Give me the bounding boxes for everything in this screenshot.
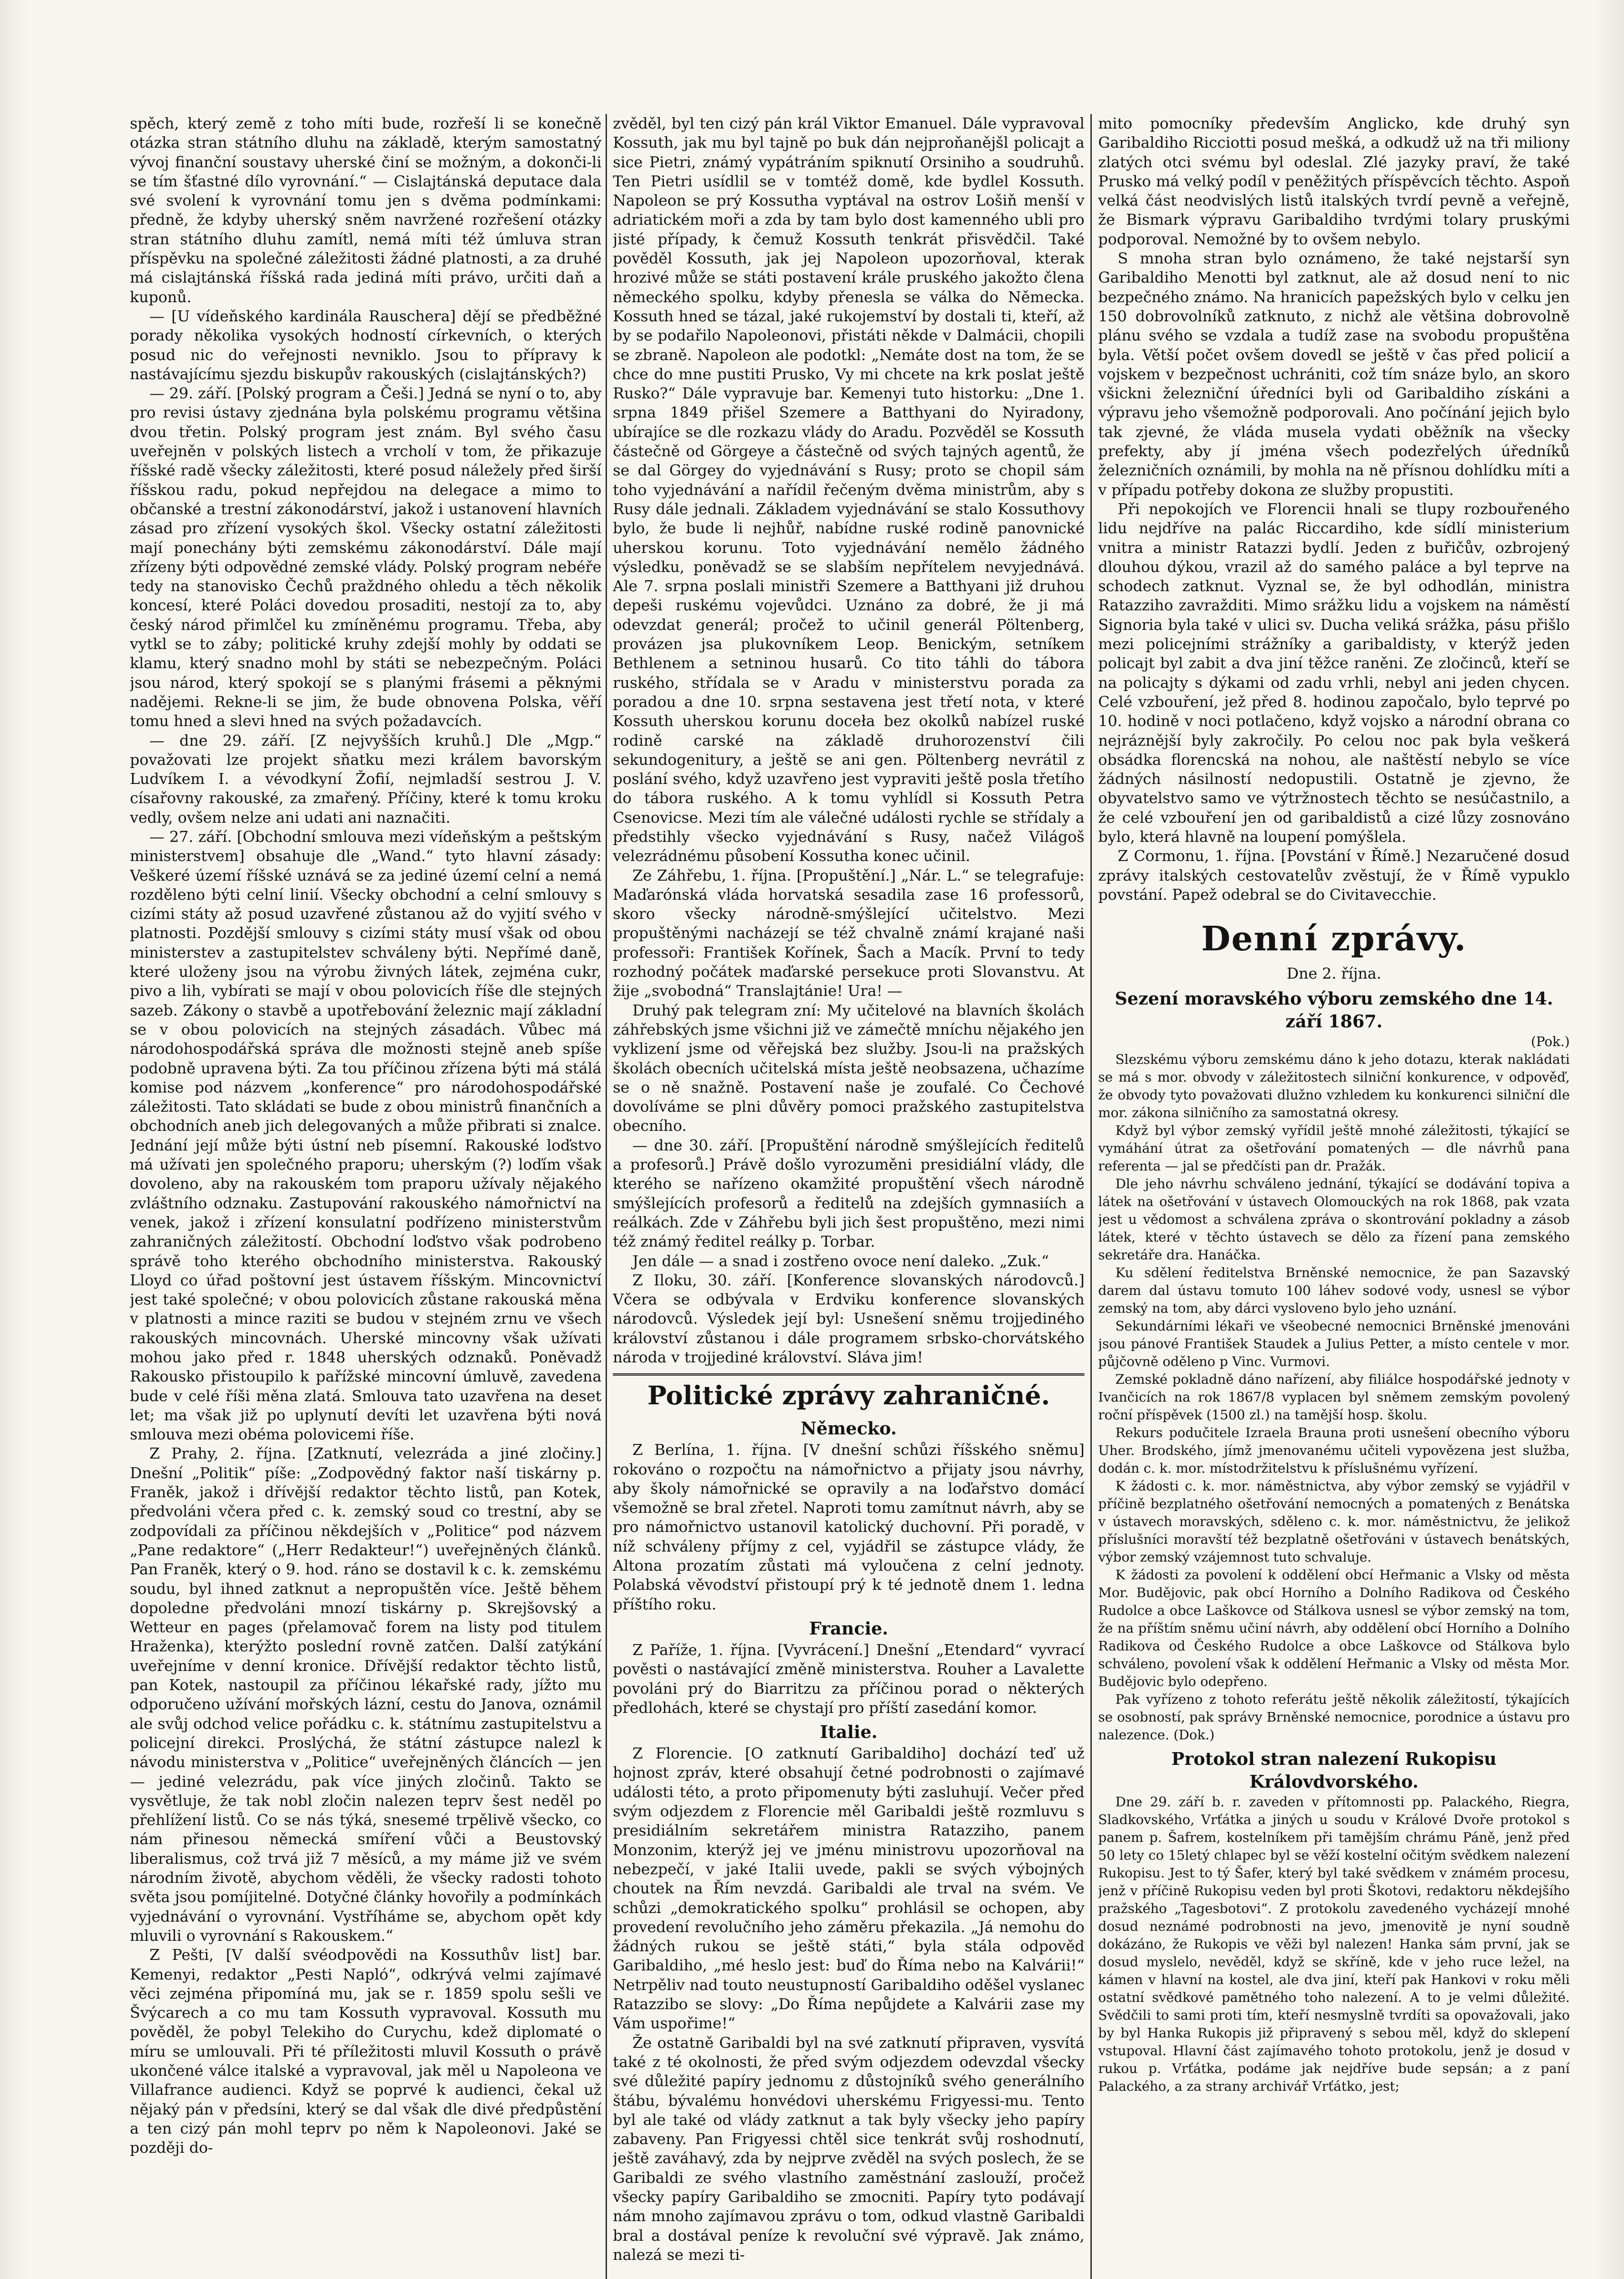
news-item: Sekundárními lékaři ve všeobecné nemocnici Brněnské jmenováni jsou pánové František Staudek a Julius Petter, a místo centele v mor. půjčovně oděleno p Vinc. Vurmovi. <box>1098 1318 1570 1370</box>
article-paragraph: Z Florencie. [O zatknutí Garibaldiho] dochází teď už hojnost zpráv, které obsahují četné podrobnosti o zajímavé události této, a proto připomenuty býti zasluhují. Večer před svým odjezdem z Florencie měl Garibaldi ještě rozmluvu s presidiálním sekretářem ministra Ratazziho, panem Monzonim, kterýž jej ve jménu ministrovu upozorňoval na nebezpečí, v jaké Italii uvede, pakli se svých výbojných choutek na Řím nevzdá. Garibaldi ale trval na svém. Ve schůzi „demokratického spolku“ prohlásil se ochopen, aby provedení revolučního jeho záměru překazila. „Já nemohu do žádných rukou se ještě státi,“ byla stála odpověď Garibaldiho, „mé heslo jest: buď do Říma nebo na Kalvárii!“ Netrpěliv nad touto neustupností Garibaldiho oděšel vyslanec Ratazzibo se slovy: „Do Říma nepůjdete a Kalvárii zase my Vám uspořime!“ <box>613 1744 1084 2032</box>
column-left <box>130 114 601 2279</box>
sub-heading-manuscript-protocol: Protokol stran nalezení Rukopisu Královdvorského. <box>1171 1748 1497 1792</box>
article-paragraph: Z Paříže, 1. října. [Vyvrácení.] Dnešní „Etendard“ vyvrací pověsti o nastávající změně ministerstva. Rouher a Lavalette povoláni prý do Biarritzu za příčinou porad o některých předlohách, které se chystají pro příští zasedání komor. <box>613 1640 1084 1717</box>
news-item: K žádosti za povolení k oddělení obcí Heřmanic a Vlsky od města Mor. Budějovic, pak obcí Horního a Dolního Radikova od Českého Rudolce a obce Laškovce od Stálkova usnesl se výbor zemský na tom, že na příštím sněmu učiní návrh, aby oddělení obcí Horního a Dolního Radikova od Českého Rudolce a obce Laškovce od Stálkova bylo schváleno, povolení však k oddělení Heřmanic a Vlsky od města Mor. Budějovic bylo odepřeno. <box>1098 1567 1570 1690</box>
article-paragraph: Z Prahy, 2. října. [Zatknutí, velezráda a jiné zločiny.] Dnešní „Politik“ píše: „Zodpovědný faktor naší tiskárny p. Franěk, jakož i dřívější redaktor těchto listů, pan Kotek, předvoláni včera před c. k. zemský soud co trestní, aby se zodpovídali za příčinou někdejších v „Politice“ pod názvem „Pane redaktore“ („Herr Redakteur!“) uveřejněných článků. Pan Franěk, který o 9. hod. ráno se dostavil k c. k. zemskému soudu, byl ihned zatknut a nepropuštěn více. Ještě během dopoledne předvoláni mnozí tiskárny p. Skrejšovský a Wetteur en pages (přelamovač forem na listy pod titulem Hraženka), kterýžto poslední rovně zatčen. Další zatýkání uveřejníme v denní kronice. Dřívější redaktor těchto listů, pan Kotek, nastoupil za příčinou lékařské rady, jížto mu odporučeno užívání mořských lázní, cestu do Janova, oznámil ale svůj odchod velice pořádku c. k. státnímu zastupitelstvu a policejní direkci. Proslýchá, že státní zástupce nalezl k návodu ministerstva v „Politice“ uveřejněných článcích — jen — jediné velezrádu, pak více jiných zločinů. Takto se vysvětluje, že tak nobl zločin nalezen teprv šest neděl po přehlížení listů. Co se nás týká, snesemé trpělivě všecko, co nám přinesou německá smíření vůči a Beustovský liberalismus, což trvá již 7 měsíců, a my máme již ve svém národním životě, abychom věděli, že všecky radosti tohoto světa jsou pomíjitelné. Dotyčné články hovořily a podmínkách vyjednávání o vyrovnání. Vystříháme se, abychom opět kdy mluvili o vyrovnání s Rakouskem.“ <box>130 1444 601 1944</box>
news-item: Dne 29. září b. r. zaveden v přítomnosti pp. Palackého, Riegra, Sladkovského, Vrťátka a jiných u soudu v Králové Dvoře protokol s panem p. Šafrem, kostelníkem při tamějším chrámu Páně, jenž před 50 lety co 15letý chlapec byl se věží kostelní očitým svědkem nalezení Rukopisu. Jest to tý Šafer, který byl také svědkem v známém procesu, jenž v příčině Rukopisu veden byl proti Škotovi, redaktoru někdejšího pražského „Tagesbotovi“. Z protokolu zavedeného vycházejí mnohé dosud neznámé podrobnosti na jevo, jmenovitě je nyní soudně dokázáno, že Rukopis ve věži byl nalezen! Hanka sám první, jak se dosud myslelo, nevěděl, když se skříně, kde v jeho ruce ležel, na kámen v hlavní na kostel, ale dva jiní, kteří pak Hankovi v roku měli ostatní svědkové pamětného toho nalezení. A to je velmi důležité. Svědčili to sami proti tím, kteří nesmyslně tvrdíti sa opovažovali, jako by byl Hanka Rukopis již připravený s sebou měl, když do sklepení vstupoval. Hlavní část zajímavého tohoto protokolu, jenž je dosud v rukou p. Vrťátka, podáme jak nejdříve bude sepsán; a z paní Palackého, a za strany archivář Vrťátko, jest; <box>1098 1794 1570 2094</box>
article-paragraph: Jen dále — a snad i zostřeno ovoce není daleko. „Zuk.“ <box>632 1252 1049 1270</box>
article-paragraph: Při nepokojích ve Florencii hnali se tlupy rozbouřeného lidu nejdříve na palác Riccardiho, kde sídlí ministerium vnitra a ministr Ratazzi bydlí. Jeden z buřičův, ozbrojený dlouhou dýkou, vrazil až do samého paláce a byl teprve na schodech zatknut. Vyznal se, že byl odhodlán, ministra Ratazziho zavražditi. Mimo srážku lidu a vojskem na náměstí Signoria byla také v ulici sv. Ducha veliká srážka, pásu přišlo mezi policejními strážníky a garibaldisty, v kterýž jeden policajt byl zabit a dva jiní těžce raněni. Ze zločinců, kteří se na policajty s dýkami od zadu vrhli, nebyl ani jeden chycen. Celé vzbouření, jež před 8. hodinou započalo, bylo teprvé po 10. hodině v noci potlačeno, když vojsko a národní obrana co nejráznější byly zakročily. Po celou noc pak byla veškerá obsádka florencská na nohou, ale naštěstí nebylo se více žádných násilností nedopustili. Ostatně je zjevno, že obyvatelstvo samo ve výtržnostech těchto se nesúčastnilo, a že celé vzbouření jen od garibaldistů a cizé lůzy zosnováno bylo, která hlavně na loupení pomýšlela. <box>1098 500 1570 846</box>
article-paragraph: Že ostatně Garibaldi byl na své zatknutí připraven, vysvítá také z té okolnosti, že před svým odjezdem odevzdal všecky své důležité papíry jednomu z důstojníků svého generálního štábu, bývalému honvédovi uherskému Frigyessi-mu. Tento byl ale také od vlády zatknut a tak byly všecky jeho papíry zabaveny. Pan Frigyessi chtěl sice tenkrát svůj roshodnutí, ještě zaváhavý, zda by nejprve zvěděl na svých poslech, že se Garibaldi ze svého vlastního zaměstnání zaslouží, pročež všecky papíry Garibaldiho se zmocniti. Papíry tyto podávají nám mnoho zajímavou zprávu o tom, odkud vlastně Garibaldi bral a dostával peníze k revoluční své výpravě. Jak známo, nalezá se mezi ti- <box>613 2033 1084 2264</box>
news-item: Pak vyřízeno z tohoto referátu ještě několik záležitostí, týkajících se osobností, pak správy Brněnské nemocnice, porodnice a ústavu pro nalezence. (Dok.) <box>1098 1691 1570 1743</box>
article-paragraph: mito pomocníky především Anglicko, kde druhý syn Garibaldiho Ricciotti posud mešká, a odkudž už na tři miliony zlatých otci svému byl odeslal. Zlé jazyky praví, že také Prusko má velký podíl v peněžitých příspěvcích těchto. Aspoň velká část neodvislých listů italských tvrdí pevně a veřejně, že Bismark výpravu Garibaldiho tvrdými tolary pruskými podporoval. Nemožné by to ovšem nebylo. <box>1098 114 1570 248</box>
column-divider <box>606 114 607 2279</box>
article-paragraph: Druhý pak telegram zní: My učitelové na blavních školách záhřebských jsme všichni již ve zámečtě mníchu nějakého jen vyklizení jsme od věřejská bez služby. Jsou-li na pražských školách obecních učitelská místa ještě neobsazena, učhazíme se o ně snažně. Postavení naše je zoufalé. Co Čechové dovolíváme se plni důvěry pomoci pražského zastupitelstva obecního. <box>613 1001 1084 1135</box>
news-item: Slezskému výboru zemskému dáno k jeho dotazu, kterak nakládati se má s mor. obvody v záležitostech silniční konkurence, v odpověď, že obvody tyto považovati dlužno vzhledem ku konkurenci silniční dle mor. zákona silničního za samostatná okresy. <box>1098 1052 1570 1121</box>
news-item: Když byl výbor zemský vyřídil ještě mnohé záležitosti, týkající se vymáhání útrat za ošetřování pomatených — dle návrhů pana referenta — jal se předčísti pan dr. Pražák. <box>1098 1123 1570 1174</box>
sub-heading-land-committee: Sezení moravského výboru zemského dne 14. září 1867. <box>1115 988 1553 1032</box>
article-paragraph: S mnoha stran bylo oznámeno, že také nejstarší syn Garibaldiho Menotti byl zatknut, ale až dosud není to nic bezpečného známo. Na hranicích papežských bylo v celku jen 150 dobrovolníků zatknuto, z nichž ale většina dobrovolně plánu svého se vzdala a tudíž zase na svobodu propuštěna byla. Větší počet ovšem dovedl se ještě v čas před policií a vojskem v bezpečnost uchrániti, což tím snáze bylo, an skoro všickni železniční úředníci byli od Garibaldiho získáni a výpravu jeho všemožně podporovali. Ano počínání jejich bylo tak zjevné, že vláda musela vydati oběžník na všecky prefekty, aby jí jména všech podezřelých úředníků železničních oznámili, by mohla na ně přísnou dohlídku míti a v případu potřeby dokona ze služby propustiti. <box>1098 249 1570 499</box>
article-paragraph: spěch, který země z toho míti bude, rozřeší li se konečně otázka stran státního dluhu na základě, kterým samostatný vývoj finanční soustavy uherské činí se možným, a dokonči-li se tím šťastné dílo vyrovnání.“ — Cislajtánská deputace dala své svolení k vyrovnání tomu jen s dvěma podmínkami: předně, že kdyby uherský sněm navržené rozřešení otázky stran státního dluhu zamítl, nemá míti též úmluva stran příspěvku na společné záležitosti žádné platnosti, a za druhé má cislajtánská říšská rada jediná míti právo, určiti daň a kuponů. <box>130 114 601 306</box>
article-paragraph: — dne 30. září. [Propuštění národně smýšlejících ředitelů a profesorů.] Právě došlo vyrozuměni presidiální vlády, dle kterého se nařízeno okamžité propuštění všech národně smýšlejících profesorů a ředitelů na zdejších gymnasiích a reálkách. Zde v Záhřebu byli jich šest propuštěno, mezi nimi též známý ředitel reálky p. Torbar. <box>613 1136 1084 1251</box>
section-heading-daily-news: Denní zprávy. <box>1201 919 1467 959</box>
article-paragraph: — dne 29. září. [Z nejvyšších kruhů.] Dle „Mgp.“ považovati lze projekt sňatku mezi králem bavorským Ludvíkem I. a vévodkyní Žofií, nejmladší sestrou J. V. císařovny rakouské, za zmařený. Příčiny, které k tomu kroku vedly, ovšem nelze ani udati ani naznačiti. <box>130 731 601 826</box>
article-paragraph: zvěděl, byl ten cizý pán král Viktor Emanuel. Dále vypravoval Kossuth, jak mu byl tajně po buk dán nejproňanějšl policajt a sice Pietri, známý vypátráním spiknutí Orsiniho a soudruhů. Ten Pietri usídlil se v tomtéž domě, kde bydlel Kossuth. Napoleon se prý Kossutha vyptával na ostrov Lošiň menší v adriatickém moři a zda by tam bylo dost kamenného ubli pro jisté případy, k čemuž Kossuth tenkrát přisvědčil. Také pověděl Kossuth, jak jej Napoleon upozorňoval, kterak hrozivé může se státi postavení krále pruského jakožto člena německého spolku, kdyby přenesla se válka do Německa. Kossuth hned se tázal, jaké rukojemství by dostali ti, kteří, až by se podařilo Napoleonovi, přistáti někde v Dalmácii, chopili se zbraně. Napoleon ale podotkl: „Nemáte dost na tom, že se chce do mne pustiti Prusko, Vy mi chcete na krk poslat ještě Rusko?“ Dále vypravuje bar. Kemenyi tuto historku: „Dne 1. srpna 1849 přišel Szemere a Batthyani do Nyiradony, ubírajíce se dle rozkazu vlády do Aradu. Pozvěděl se Kossuth částečně od Görgeye a částečně od svých tajných agentů, že se dal Görgey do vyjednávání s Rusy; proto se chopil sám toho vyjednávání a nařídil řečeným dvěma ministrům, aby s Rusy dále jednali. Základem vyjednávání se stalo Kossuthovy bylo, že bude li nejhůř, nabídne ruské rodině panovnické uherskou korunu. Toto vyjednávání nemělo žádného výsledku, poněvadž se se slabším nepřítelem nevyjednává. Ale 7. srpna poslali ministři Szemere a Batthyani již druhou depeši ruskému vojevůdci. Uznáno za dobré, že ji má odevzdat generál; pročež to učinil generál Pöltenberg, provázen jsa plukovníkem Leop. Benickým, setníkem Bethlenem a setninou husarů. Co tito táhli do tábora ruského, střídala se v Aradu v ministerstvu porada za poradou a dne 10. srpna sestavena jest třetí nota, v které Kossuth uherskou korunu doceła bez okolků nabízel ruské rodině carské na základě druhorozenství čili sekundogenitury, a ještě se ani gen. Pöltenberg nevrátil z poslání svého, když uzavřeno jest vypraviti ještě posla třetího do tábora ruského. A k tomu vyhlídl si Kossuth Petra Csenovicse. Mezi tím ale válečné události rychle se střídaly a předstihly všecko vyjednávání s Rusy, načež Világoš velezrádnému působení Kossutha konec učinil. <box>613 114 1084 865</box>
country-heading-germany: Německo. <box>801 1418 897 1439</box>
article-paragraph: — [U vídeňského kardinála Rauschera] dějí se předběžné porady několika vysokých hodností církevních, o kterých posud nic do veřejnosti nevniklo. Jsou to přípravy k nastávajícímu sjezdu biskupův rakouských (cislajtánských?) <box>130 307 601 383</box>
news-item: K žádosti c. k. mor. náměstnictva, aby výbor zemský se vyjádřil v příčině bezplatného ošetřování nemocných a pomatených z Benátska v ústavech moravských, sděleno c. k. mor. náměstnictvu, že jelikož příslušníci moravští též bezplatně ošetřováni v ústavech benátských, výbor zemský vzájemnost tuto schvaluje. <box>1098 1478 1570 1565</box>
news-item: Zemské pokladně dáno nařízení, aby filiálce hospodářské jednoty v Ivančicích na rok 1867/8 vyplacen byl sněmem zemským povolený roční příspěvek (1500 zl.) na tamější hosp. školu. <box>1098 1372 1570 1423</box>
news-item: Rekurs podučitele Izraela Brauna proti usnešení obecního výboru Uher. Brodského, jímž jmenovanému učiteli vypovězena jest služba, dodán c. k. mor. místodržitelstvu k příslušnému vyřízení. <box>1098 1425 1570 1476</box>
date-line: Dne 2. října. <box>1286 964 1382 983</box>
article-paragraph: — 27. září. [Obchodní smlouva mezi vídeňským a peštským ministerstvem] obsahuje dle „Wand.“ tyto hlavní zásady: Veškeré území říšské uznává se za jediné území celní a nemá rozděleno býti celní linií. Všecky obchodní a celní smlouvy s cizími státy až posud uzavřené zůstanou až do vyjití svého v platnosti. Pozdější smlouvy s cizími státy musí však od obou ministerstev a zastupitelstev schváleny býti. Nepřímé daně, které uloženy jsou na výrobu živných látek, zejména cukr, pivo a lih, vybírati se mají v obou polovicích říše dle stejných sazeb. Zákony o stavbě a upotřebování železnic mají základní se v obou polovicích na stejných zásadách. Vůbec má národohospodářská správa dle možnosti stejně aneb spíše podobně upravena býti. Za tou příčinou zřízena býti má stálá komise pod názvem „konference“ pro národohospodářské záležitosti. Tato skládati se bude z obou ministrů finančních a obchodních aneb jich delegovaných a může přibrati si znalce. Jednání její může býti ústní neb písemní. Rakouské loďstvo má užívati jen společného praporu; uherským (?) loďím však dovoleno, aby na rakouském tom praporu užívaly nějakého zvláštního odznaku. Zastupování rakouského námořnictví na venek, jakož i zřízení konsulatní podřízeno ministerstvům zahraničných záležitostí. Obchodní loďstvo však podrobeno správě toho kterého obchodního ministerstva. Rakouský Lloyd co úřad poštovní jest ústavem říšským. Mincovnictví jest také společné; v obou polovicích zůstane rakouská měna v platnosti a mince raziti se budou v stejném zrnu ve všech rakouských mincovnách. Uherské mincovny však užívati mohou jako před r. 1848 uherských odznaků. Poněvadž Rakousko přistoupilo k pařížské mincovní úmluvě, zavedena bude v celé říši měna zlatá. Smlouva tato uzavřena na deset let; ma však již po uplynutí devíti let uzavřena býti nová smlouva mezi obéma polovicemi říše. <box>130 827 601 1444</box>
article-paragraph: — 29. září. [Polský program a Češi.] Jedná se nyní o to, aby pro revisi ústavy zjednána byla polskému programu většina dvou třetin. Polský program jest znám. Byl svého času uveřejněn v polských listech a vrcholí v tom, že přikazuje říšské radě všecky záležitosti, které posud náležely před širší říšskou radu, pokud nepřejdou na delegace a mimo to občanské a trestní zákonodárství, jakož i ustanovení hlavních zásad pro zřízení vysokých škol. Všecky ostatní záležitosti mají ponechány býti zemskému zákonodárství. Dále mají zřízeny býti odpovědné zemské vlády. Polský program nebéře tedy na stanovisko Čechů praždného ohledu a těch několik koncesí, které Poláci dovedou prosaditi, nestojí za to, aby český národ přimlčel ku zmíněnému programu. Třeba, aby vytkl se to záby; politické kruhy zdejší mohly by oddati se klamu, který snadno mohl by státi se nebezpečným. Poláci jsou národ, který spokojí se s planými frásemi a pěknými nadějemi. Rekne-li se jim, že bude obnovena Polska, věří tomu hned a slevi hned na svých požadavcích. <box>130 384 601 730</box>
news-item: Ku sdělení ředitelstva Brněnské nemocnice, že pan Sazavský darem dal ústavu tomuto 100 láhev sodové vody, usnesl se výbor zemský na tom, aby dárci vysloveno bylo jeho uznání. <box>1098 1265 1570 1316</box>
column-right <box>1098 114 1570 2279</box>
article-paragraph: Z Berlína, 1. října. [V dnešní schůzi říšského sněmu] rokováno o rozpočtu na námořnictvo a přijaty jsou návrhy, aby školy námořnické se opravily a na loďařstvo domácí všemožně se bral zřetel. Naproti tomu zamítnut návrh, aby se pro námořnictvo ustanovil katolický duchovní. Při poradě, v níž schváleny příjmy z cel, vyjádřil se zástupce vlády, že Altona prozatím zůstati má vyloučena z celní jednoty. Polabská věvodství přistoupí prý k té jednotě dnem 1. ledna příštího roku. <box>613 1441 1084 1613</box>
section-heading-foreign-news: Politické zprávy zahraničné. <box>613 1373 1084 1412</box>
country-heading-france: Francie. <box>809 1618 889 1639</box>
country-heading-italy: Italie. <box>820 1722 878 1743</box>
article-paragraph: Z Pešti, [V další svéodpovědi na Kossuthův list] bar. Kemenyi, redaktor „Pesti Napló“, odkrývá velmi zajímavé věci zejména připomíná mu, jak se r. 1859 spolu sešli ve Švýcarech a co mu tam Kossuth vypravoval. Kossuth mu pověděl, že pobyl Telekiho do Curychu, kdež diplomaté o míru se umlouvali. Při té příležitosti mluvil Kossuth o právě ukončené válce italské a vypravoval, jak měl u Napoleona ve Villafrance audienci. Když se poprvé k audienci, čekal už nějaký pán v předsíni, který se dal však dle divé předpůstění a ten cizý pán mohl teprv po něm k Napoleonovi. Jaké se později do- <box>130 1946 601 2157</box>
column-divider <box>1090 114 1092 2279</box>
article-paragraph: Z Iloku, 30. září. [Konference slovanských národovců.] Včera se odbývala v Erdviku konference slovanských národovců. Výsledek její byl: Usnešení sněmu trojjediného království zůstanou i dále programem srbsko-chorvátského národa v trojjediné království. Slávа jim! <box>613 1271 1084 1366</box>
news-item: Dle jeho návrhu schváleno jednání, týkající se dodávání topiva a látek na ošetřování v ústavech Olomouckých na rok 1868, pak vzata jest u vědomost a schválena zpráva o skontrování pokladny a zásob látek, které v těchto ústavech se dělo za řízení pana zemského sekretáře dra. Hanáčka. <box>1098 1176 1570 1263</box>
source-note: (Pok.) <box>1531 1034 1570 1050</box>
article-paragraph: Ze Záhřebu, 1. října. [Propuštění.] „Nár. L.“ se telegrafuje: Maďarónská vláda horvatská sesadila zase 16 professorů, skoro všecky národně-smýšlející učitelstvo. Mezi propuštěnými nacházejí se též chvalně známí krajané naši professoři: František Kořínek, Šach a Macík. První to tedy rozhodný počátek maďarské persekuce proti Slovanstvu. At žije „svobodná“ Translajtánie! Ura! — <box>613 866 1084 1000</box>
column-middle <box>613 114 1084 2279</box>
article-paragraph: Z Cormonu, 1. října. [Povstání v Římě.] Nezaručené dosud zprávy italských cestovatelův zvěstují, že v Římě vypuklo povstání. Papež odebral se do Civitavecchie. <box>1098 847 1570 903</box>
